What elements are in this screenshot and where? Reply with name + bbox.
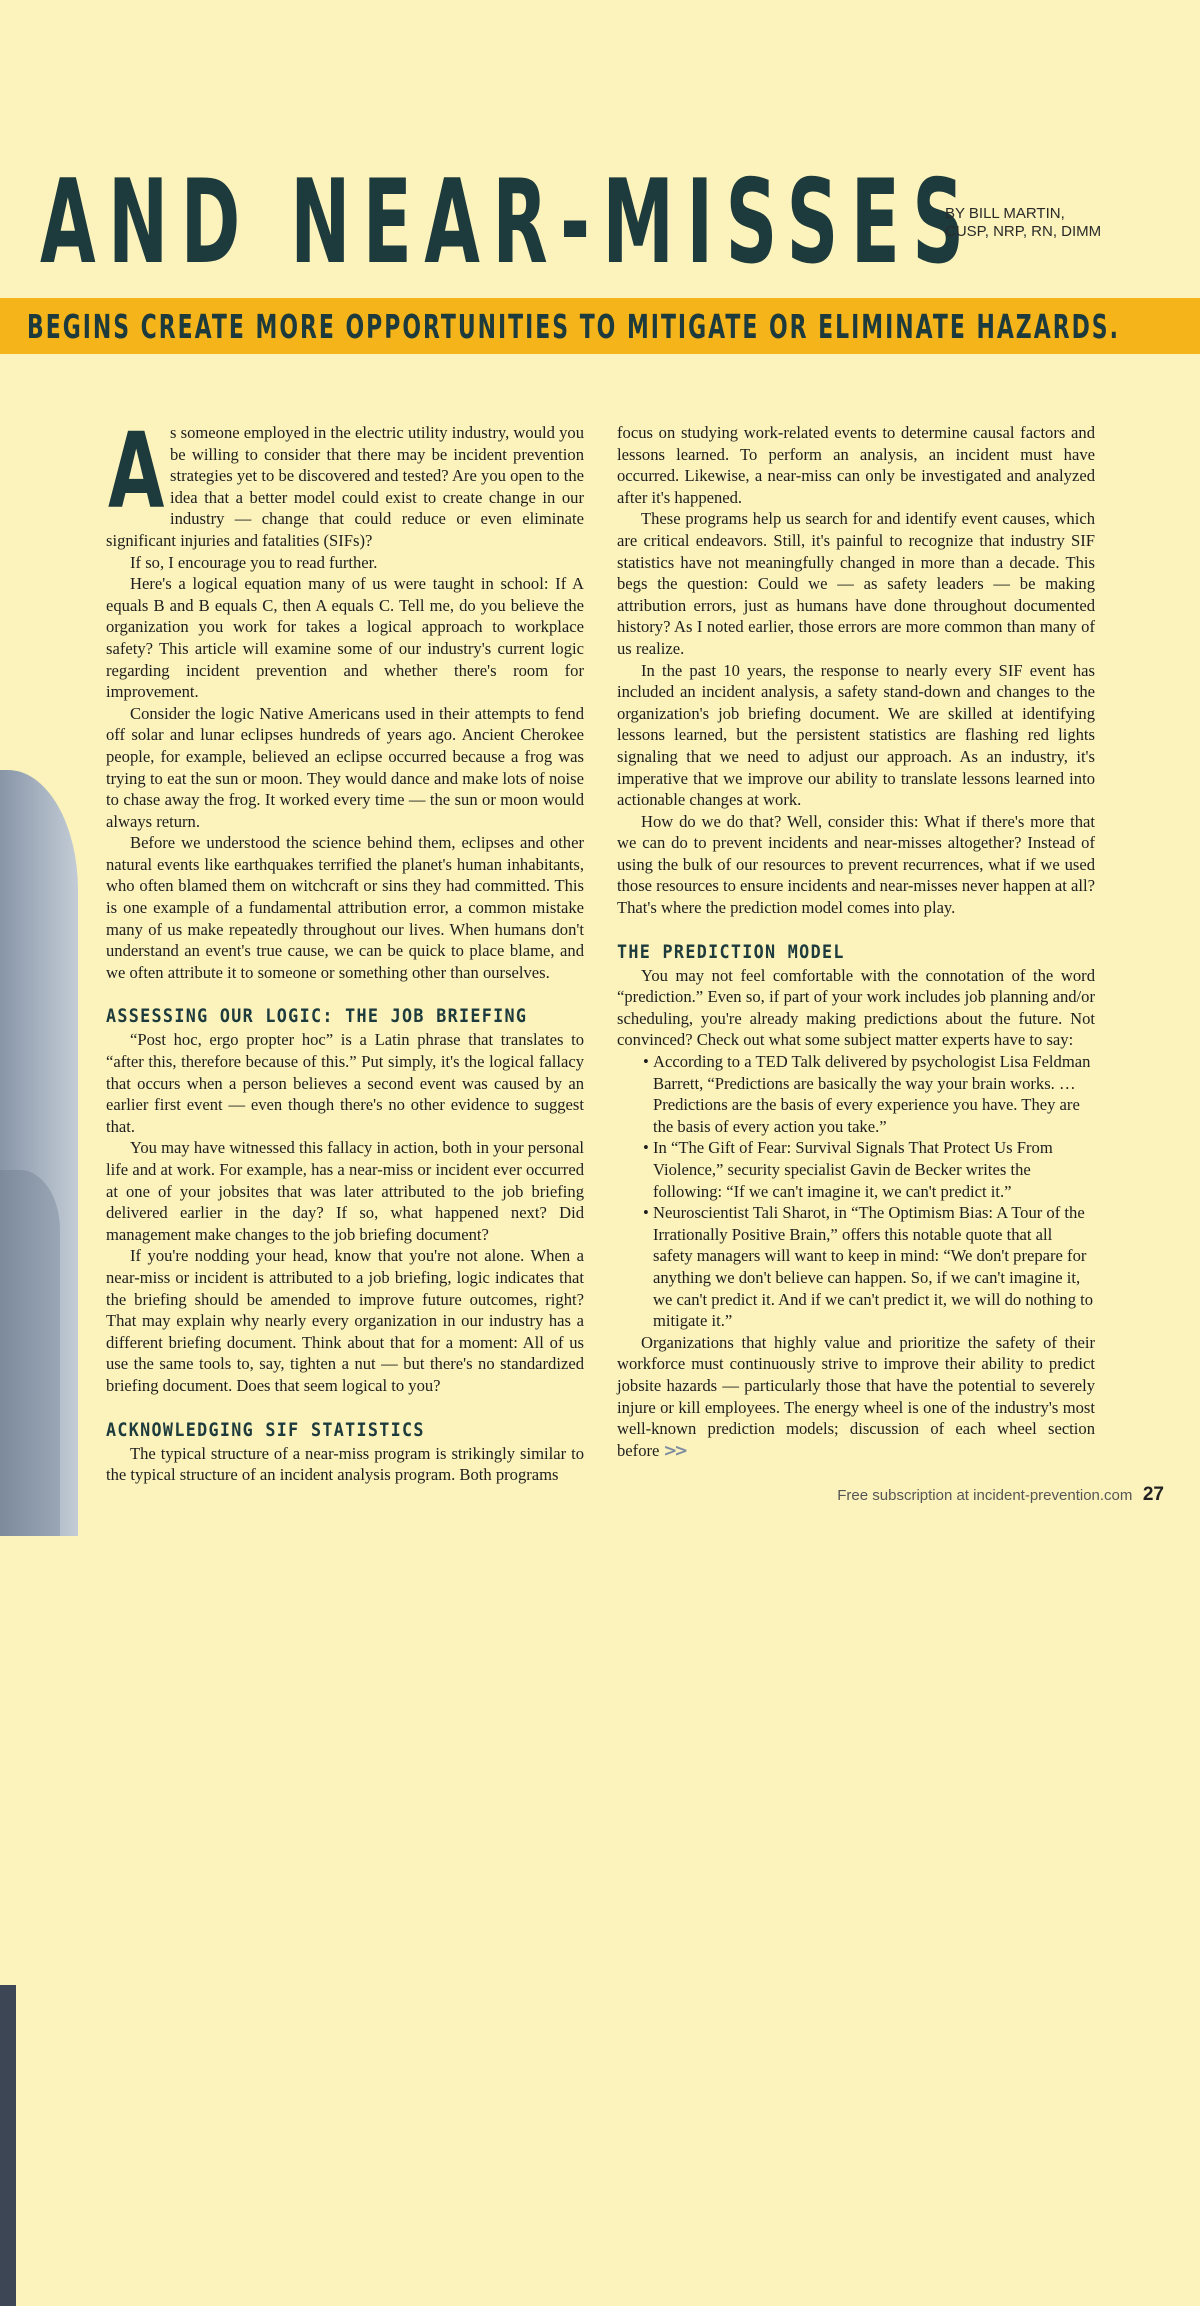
person-sleeve (0, 1170, 60, 1536)
left-column (106, 410, 584, 1486)
subtitle-banner (0, 298, 1200, 354)
section-heading-sif-statistics: ACKNOWLEDGING SIF STATISTICS (106, 1418, 425, 1441)
drop-cap: A (108, 410, 165, 532)
section-heading-prediction-model: THE PREDICTION MODEL (617, 940, 845, 963)
body-paragraph: You may not feel comfortable with the connotation of the word “prediction.” Even so, if part of your work includes job planning and/or scheduling, you're already making predictions about the future. Not convinced? Check out what some subject matter experts have to say: (617, 965, 1095, 1050)
body-paragraph: focus on studying work-related events to determine causal factors and lessons learned. To perform an analysis, an incident must have occurred. Likewise, a near-miss can only be investigated and analyzed after it's happened. (617, 423, 1095, 507)
body-paragraph (617, 1332, 1095, 1462)
body-paragraph: Consider the logic Native Americans used in their attempts to fend off solar and lunar eclipses hundreds of years ago. Ancient Cherokee people, for example, believed an eclipse occurred because a frog was trying to eat the sun or moon. They would dance and make lots of noise to chase away the frog. It worked every time — the sun or moon would always return. (106, 703, 584, 831)
subscription-link[interactable]: Free subscription at incident-prevention.com (837, 1487, 1133, 1504)
intro-paragraph (106, 410, 584, 552)
section-heading-job-briefing: ASSESSING OUR LOGIC: THE JOB BRIEFING (106, 1005, 528, 1028)
bullet-icon: • (643, 1052, 649, 1072)
body-paragraph: If you're nodding your head, know that you're not alone. When a near-miss or incident is attributed to a job briefing, logic indicates that the briefing should be amended to improve future outcomes, right? That may explain why nearly every organization in our industry has a different briefing document. Think about that for a moment: All of us use the same tools to, say, tighten a nut — but there's no standardized briefing document. Does that seem logical to you? (106, 1246, 584, 1395)
body-paragraph: In the past 10 years, the response to nearly every SIF event has included an incident analysis, a safety stand-down and changes to the organization's job briefing document. We are skilled at identifying lessons learned, but the persistent statistics are flashing red lights signaling that we need to adjust our approach. As an industry, it's imperative that we improve our ability to translate lessons learned into actionable changes at work. (617, 660, 1095, 810)
person-dark-edge (0, 1985, 16, 2306)
page-footer (837, 1484, 1164, 1506)
intro-text: s someone employed in the electric utility industry, would you be willing to consider that there may be incident prevention strategies yet to be discovered and tested? Are you open to the idea that a better model could exist to create change in our industry — change that could reduce or even eliminate significant injuries and fatalities (SIFs)? (106, 423, 584, 550)
list-item (617, 1051, 1095, 1137)
person-photo-edge (0, 770, 78, 1536)
subtitle-text: BEGINS CREATE MORE OPPORTUNITIES TO MITIGATE OR ELIMINATE HAZARDS. (27, 307, 1120, 346)
list-item (617, 1202, 1095, 1332)
closing-text: Organizations that highly value and prioritize the safety of their workforce must continuously strive to improve their ability to predict jobsite hazards — particularly those that have the potential to severely injure or kill employees. The energy wheel is one of the industry's most well-known prediction models; discussion of each wheel section before (617, 1332, 1095, 1460)
quote-list (617, 1051, 1095, 1332)
body-paragraph: The typical structure of a near-miss program is strikingly similar to the typical structure of an incident analysis program. Both programs (106, 1443, 584, 1485)
page-number: 27 (1142, 1484, 1164, 1505)
body-paragraph: How do we do that? Well, consider this: What if there's more that we can do to prevent incidents and near-misses altogether? Instead of using the bulk of our resources to prevent recurrences, what if we used those resources to ensure incidents and near-misses never happen at all? That's where the prediction model comes into play. (617, 811, 1095, 918)
list-item-text: According to a TED Talk delivered by psychologist Lisa Feldman Barrett, “Predictions are basically the way your brain works. … Predictions are the basis of every experience you have. They are the basis of every action you take.” (653, 1052, 1091, 1136)
continue-arrow-icon: >> (663, 1440, 686, 1460)
body-paragraph: These programs help us search for and identify event causes, which are critical endeavors. Still, it's painful to recognize that industry SIF statistics have not meaningfully changed in more than a decade. This begs the question: Could we — as safety leaders — be making attribution errors, just as humans have done throughout documented history? As I noted earlier, those errors are more common than many of us realize. (617, 509, 1095, 658)
byline (945, 205, 1101, 241)
body-paragraph: Here's a logical equation many of us were taught in school: If A equals B and B equals C, then A equals C. Tell me, do you believe the organization you work for takes a logical approach to workplace safety? This article will examine some of our industry's current logic regarding incident prevention and whether there's room for improvement. (106, 574, 584, 702)
body-paragraph: Before we understood the science behind them, eclipses and other natural events like earthquakes terrified the planet's human inhabitants, who often blamed them on witchcraft or sins they had committed. This is one example of a fundamental attribution error, a common mistake many of us make repeatedly throughout our lives. When humans don't understand an event's true cause, we can be quick to place blame, and we often attribute it to someone or something other than ourselves. (106, 833, 584, 982)
bullet-icon: • (643, 1203, 649, 1223)
list-item-text: In “The Gift of Fear: Survival Signals That Protect Us From Violence,” security specialist Gavin de Becker writes the following: “If we can't imagine it, we can't predict it.” (653, 1138, 1053, 1201)
bullet-icon: • (643, 1138, 649, 1158)
body-paragraph: “Post hoc, ergo propter hoc” is a Latin phrase that translates to “after this, therefore because of this.” Put simply, it's the logical fallacy that occurs when a person believes a second event was caused by an earlier first event — even though there's no other evidence to suggest that. (106, 1030, 584, 1136)
byline-name: BY BILL MARTIN, (945, 205, 1065, 222)
list-item-text: Neuroscientist Tali Sharot, in “The Optimism Bias: A Tour of the Irrationally Positive Brain,” offers this notable quote that all safety managers will want to keep in mind: “We don't prepare for anything we don't believe can happen. So, if we can't imagine it, we can't predict it. And if we can't predict it, we will do nothing to mitigate it.” (653, 1203, 1094, 1331)
byline-credentials: CUSP, NRP, RN, DIMM (945, 223, 1102, 240)
headline: AND NEAR-MISSES (40, 155, 977, 290)
list-item (617, 1137, 1095, 1202)
body-paragraph: If so, I encourage you to read further. (130, 552, 378, 572)
body-paragraph: You may have witnessed this fallacy in action, both in your personal life and at work. For example, has a near-miss or incident ever occurred at one of your jobsites that was later attributed to the job briefing delivered earlier in the day? If so, what happened next? Did management make changes to the job briefing document? (106, 1138, 584, 1244)
right-column (617, 422, 1095, 1461)
